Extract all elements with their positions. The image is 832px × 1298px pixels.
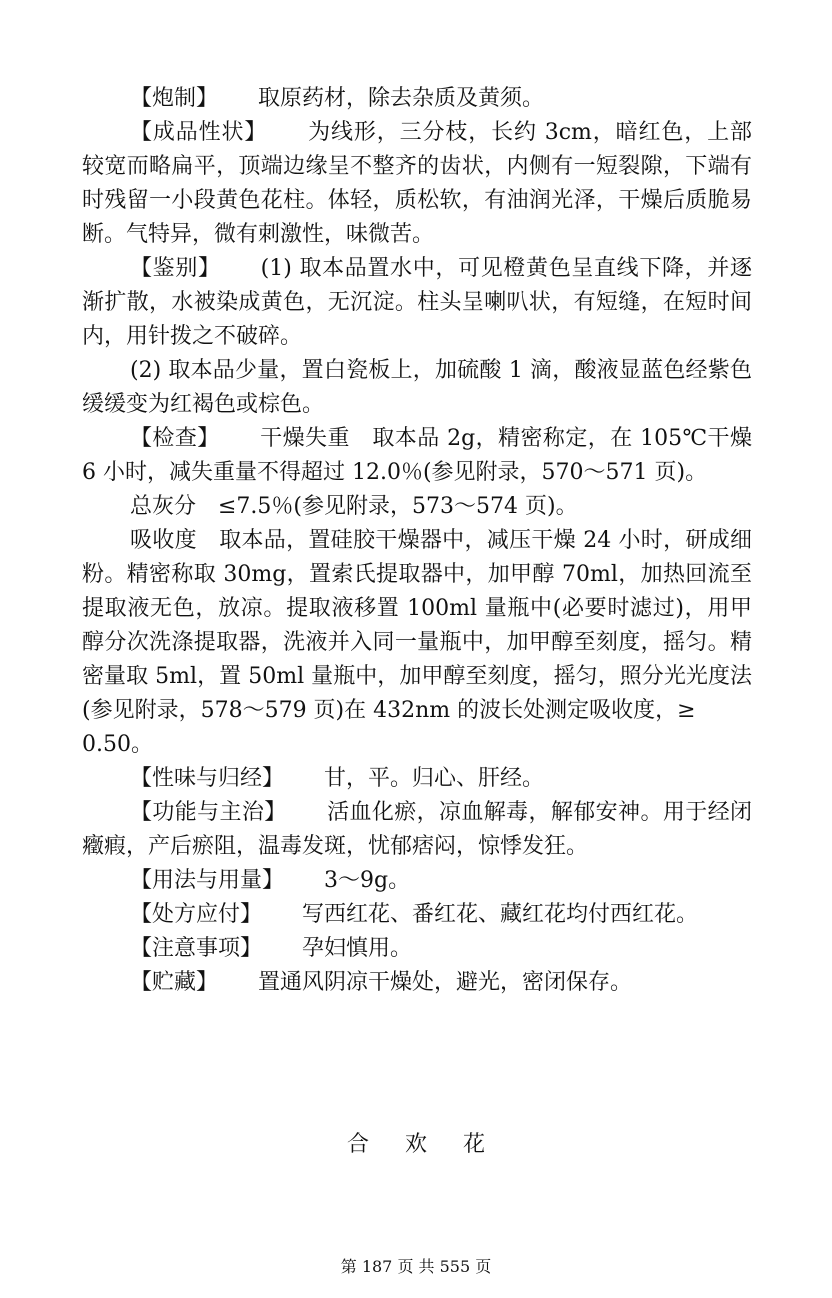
section-yongfa [82,864,752,898]
section-text: 孕妇慎用。 [302,936,413,961]
section-label: 【炮制】 [130,86,219,111]
section-xingzhuang [82,116,752,252]
section-jianbie-2 [82,354,752,422]
section-label: 【注意事项】 [130,936,263,961]
page-footer: 第 187 页 共 555 页 [340,1257,492,1276]
section-zhuyi [82,932,752,966]
section-text: 吸收度 取本品，置硅胶干燥器中，减压干燥 24 小时，研成细粉。精密称取 30mg，置索氏提取器中，加甲醇 70ml，加热回流至提取液无色，放凉。提取液移置 100ml 量瓶中(必要时滤过)，用甲醇分次洗涤提取器，洗液并入同一量瓶中，加甲醇至刻度，摇匀。精密量取 5ml，置 50ml 量瓶中，加甲醇至刻度，摇匀，照分光光度法(参见附录，578～579 页)在 432nm 的波长处测定吸收度，≥ [82,528,752,723]
section-label: 【检查】 [130,426,220,451]
section-label: 【用法与用量】 [130,868,285,893]
section-text: 干燥失重 取本品 2g，精密称定，在 105℃干燥 6 小时，减失重量不得超过 12.0％(参见附录，570～571 页)。 [82,426,752,485]
section-chufang [82,898,752,932]
section-jiancha-4 [82,728,752,762]
section-text: 3～9g。 [324,868,411,893]
section-text: (1) 取本品置水中，可见橙黄色呈直线下降，并逐渐扩散，水被染成黄色，无沉淀。柱头呈喇叭状，有短缝，在短时间内，用针拨之不破碎。 [82,256,752,349]
section-gongneng [82,796,752,864]
section-label: 【鉴别】 [130,256,221,281]
section-text: 置通风阴凉干燥处，避光，密闭保存。 [258,970,633,995]
section-jiancha-2 [82,490,752,524]
section-label: 【功能与主治】 [130,800,287,825]
section-text: 0.50。 [82,732,153,757]
section-paozhi [82,82,752,116]
section-jiancha [82,422,752,490]
next-entry-title: 合欢花 [346,1132,521,1157]
page-body [82,82,752,1000]
section-text: 写西红花、番红花、藏红花均付西红花。 [302,902,699,927]
section-xingwei [82,762,752,796]
section-jianbie [82,252,752,354]
section-text: 总灰分 ≤7.5％(参见附录，573～574 页)。 [130,494,578,519]
section-label: 【处方应付】 [130,902,263,927]
section-text: 甘，平。归心、肝经。 [324,766,545,791]
section-text: 为线形，三分枝，长约 3cm，暗红色，上部较宽而略扁平，顶端边缘呈不整齐的齿状，内侧有一短裂隙，下端有时残留一小段黄色花柱。体轻，质松软，有油润光泽，干燥后质脆易断。气特异，微有刺激性，味微苦。 [82,120,752,247]
section-label: 【性味与归经】 [130,766,285,791]
section-text: (2) 取本品少量，置白瓷板上，加硫酸 1 滴，酸液显蓝色经紫色缓缓变为红褐色或棕色。 [82,358,752,417]
section-text: 活血化瘀，凉血解毒，解郁安神。用于经闭癥瘕，产后瘀阻，温毒发斑，忧郁痞闷，惊悸发狂。 [82,800,752,859]
section-jiancha-3 [82,524,752,728]
section-label: 【成品性状】 [130,120,268,145]
section-text: 取原药材，除去杂质及黄须。 [258,86,545,111]
section-label: 【贮藏】 [130,970,219,995]
section-zhucang [82,966,752,1000]
